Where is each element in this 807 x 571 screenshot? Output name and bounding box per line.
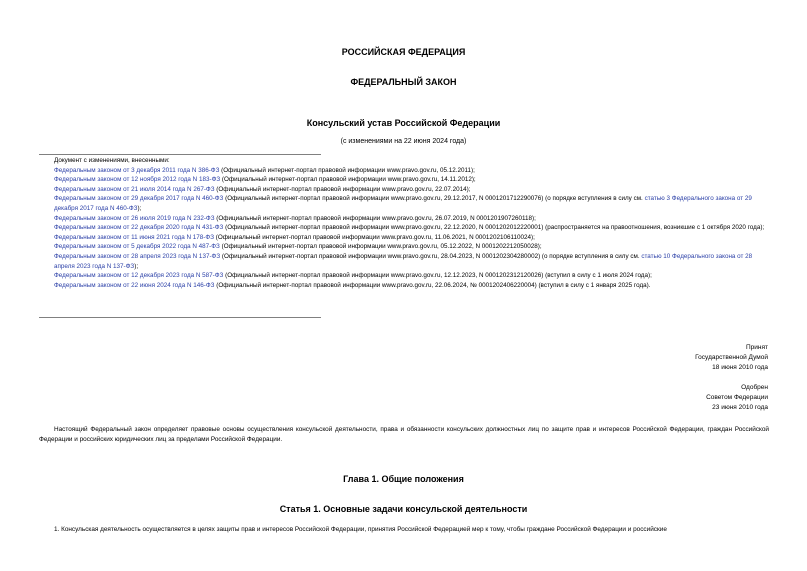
preamble-paragraph: Настоящий Федеральный закон определяет правовые основы осуществления консульской деятельности, права и обязанности консульских должностных лиц по защите прав и интересов Российской Федерации, граждан Российской Федерации и российских юридических лиц за пределами Российской Федерации. (39, 426, 769, 443)
amendment-text: (Официальный интернет-портал правовой информации www.pravo.gov.ru, 11.06.2021, N 0001202106110024); (214, 233, 535, 241)
document-title: Консульский устав Российской Федерации (306, 118, 501, 128)
adopted-date: 18 июня 2010 года (712, 364, 768, 371)
amendment-link[interactable]: Федеральным законом от 11 июня 2021 года N 178-ФЗ (54, 233, 214, 241)
adopted-line-2: Государственной Думой (695, 354, 768, 361)
amendment-text: (Официальный интернет-портал правовой информации www.pravo.gov.ru, 29.12.2017, N 0001201712290076) (о порядке вступления в силу см. (223, 195, 645, 203)
changes-bottom-rule (39, 317, 321, 318)
article-reference-link[interactable]: статью 3 Федерального закона от 29 декабря 2017 года N 460-ФЗ (54, 195, 752, 212)
amendment-link[interactable]: Федеральным законом от 22 декабря 2020 года N 431-ФЗ (54, 224, 224, 232)
amendment-link[interactable]: Федеральным законом от 22 июня 2024 года N 146-ФЗ (54, 281, 215, 289)
change-item (39, 223, 769, 233)
amendment-text: (Официальный интернет-портал правовой информации www.pravo.gov.ru, 28.04.2023, N 0001202304280002) (о порядке вступления в силу см. (220, 252, 642, 260)
change-item (39, 214, 769, 224)
change-item (39, 185, 769, 195)
change-item (39, 252, 769, 271)
amendment-text-tail: ); (134, 262, 139, 270)
changes-top-rule (39, 154, 321, 155)
amendment-link[interactable]: Федеральным законом от 29 декабря 2017 года N 460-ФЗ (54, 195, 224, 203)
amendment-link[interactable]: Федеральным законом от 21 июля 2014 года N 267-ФЗ (54, 185, 215, 193)
approved-line-1: Одобрен (741, 384, 768, 391)
amendment-link[interactable]: Федеральным законом от 28 апреля 2023 года N 137-ФЗ (54, 252, 221, 260)
amendment-text: (Официальный интернет-портал правовой информации www.pravo.gov.ru, 22.06.2024, № 0001202406220004) (вступил в силу с 1 января 2025 года). (214, 281, 651, 289)
approved-line-2: Советом Федерации (706, 394, 768, 401)
article-paragraph-1: 1. Консульская деятельность осуществляется в целях защиты прав и интересов Российской Федерации, принятия Российской Федерацией мер к тому, чтобы граждане Российской Федерации и российские (54, 526, 667, 533)
law-type-heading: ФЕДЕРАЛЬНЫЙ ЗАКОН (350, 77, 457, 87)
amendment-text: (Официальный интернет-портал правовой информации www.pravo.gov.ru, 14.11.2012); (220, 176, 476, 184)
amendment-link[interactable]: Федеральным законом от 26 июля 2019 года N 232-ФЗ (54, 214, 215, 222)
amendment-text: (Официальный интернет-портал правовой информации www.pravo.gov.ru, 12.12.2023, N 0001202312120026) (вступил в силу с 1 июля 2024 года); (223, 272, 652, 280)
article-heading: Статья 1. Основные задачи консульской деятельности (279, 504, 528, 514)
change-item (39, 271, 769, 281)
changes-list (39, 166, 769, 291)
adopted-block (568, 343, 768, 373)
article-reference-link[interactable]: статью 10 Федерального закона от 28 апреля 2023 года N 137-ФЗ (54, 252, 753, 270)
changes-block (39, 156, 769, 290)
amendment-link[interactable]: Федеральным законом от 5 декабря 2022 года N 487-ФЗ (54, 243, 220, 251)
chapter-heading: Глава 1. Общие положения (343, 474, 464, 484)
amendment-text: (Официальный интернет-портал правовой информации www.pravo.gov.ru, 05.12.2011); (219, 166, 475, 174)
adopted-line-1: Принят (745, 344, 768, 351)
country-heading: РОССИЙСКАЯ ФЕДЕРАЦИЯ (341, 47, 466, 57)
change-item (39, 175, 769, 185)
approved-block (568, 383, 768, 413)
change-item (39, 281, 769, 291)
changes-lead: Документ с изменениями, внесенными: (54, 157, 170, 164)
approved-date: 23 июня 2010 года (712, 404, 768, 411)
amendment-link[interactable]: Федеральным законом от 3 декабря 2011 года N 386-ФЗ (54, 166, 220, 174)
change-item (39, 242, 769, 252)
amendment-text: (Официальный интернет-портал правовой информации www.pravo.gov.ru, 26.07.2019, N 0001201907260118); (214, 214, 536, 222)
change-item (39, 166, 769, 176)
change-item (39, 233, 769, 243)
change-item (39, 194, 769, 213)
amendment-text: (Официальный интернет-портал правовой информации www.pravo.gov.ru, 05.12.2022, N 0001202212050028); (219, 243, 542, 251)
edition-note: (с изменениями на 22 июня 2024 года) (340, 138, 467, 145)
amendment-link[interactable]: Федеральным законом от 12 декабря 2023 года N 587-ФЗ (54, 272, 224, 280)
amendment-link[interactable]: Федеральным законом от 12 ноября 2012 года N 183-ФЗ (54, 176, 221, 184)
amendment-text-tail: ); (137, 204, 142, 212)
amendment-text: (Официальный интернет-портал правовой информации www.pravo.gov.ru, 22.07.2014); (214, 185, 471, 193)
amendment-text: (Официальный интернет-портал правовой информации www.pravo.gov.ru, 22.12.2020, N 0001202012220001) (распространяется на правоотношения, возникшие с 1 октября 2020 года); (223, 224, 765, 232)
